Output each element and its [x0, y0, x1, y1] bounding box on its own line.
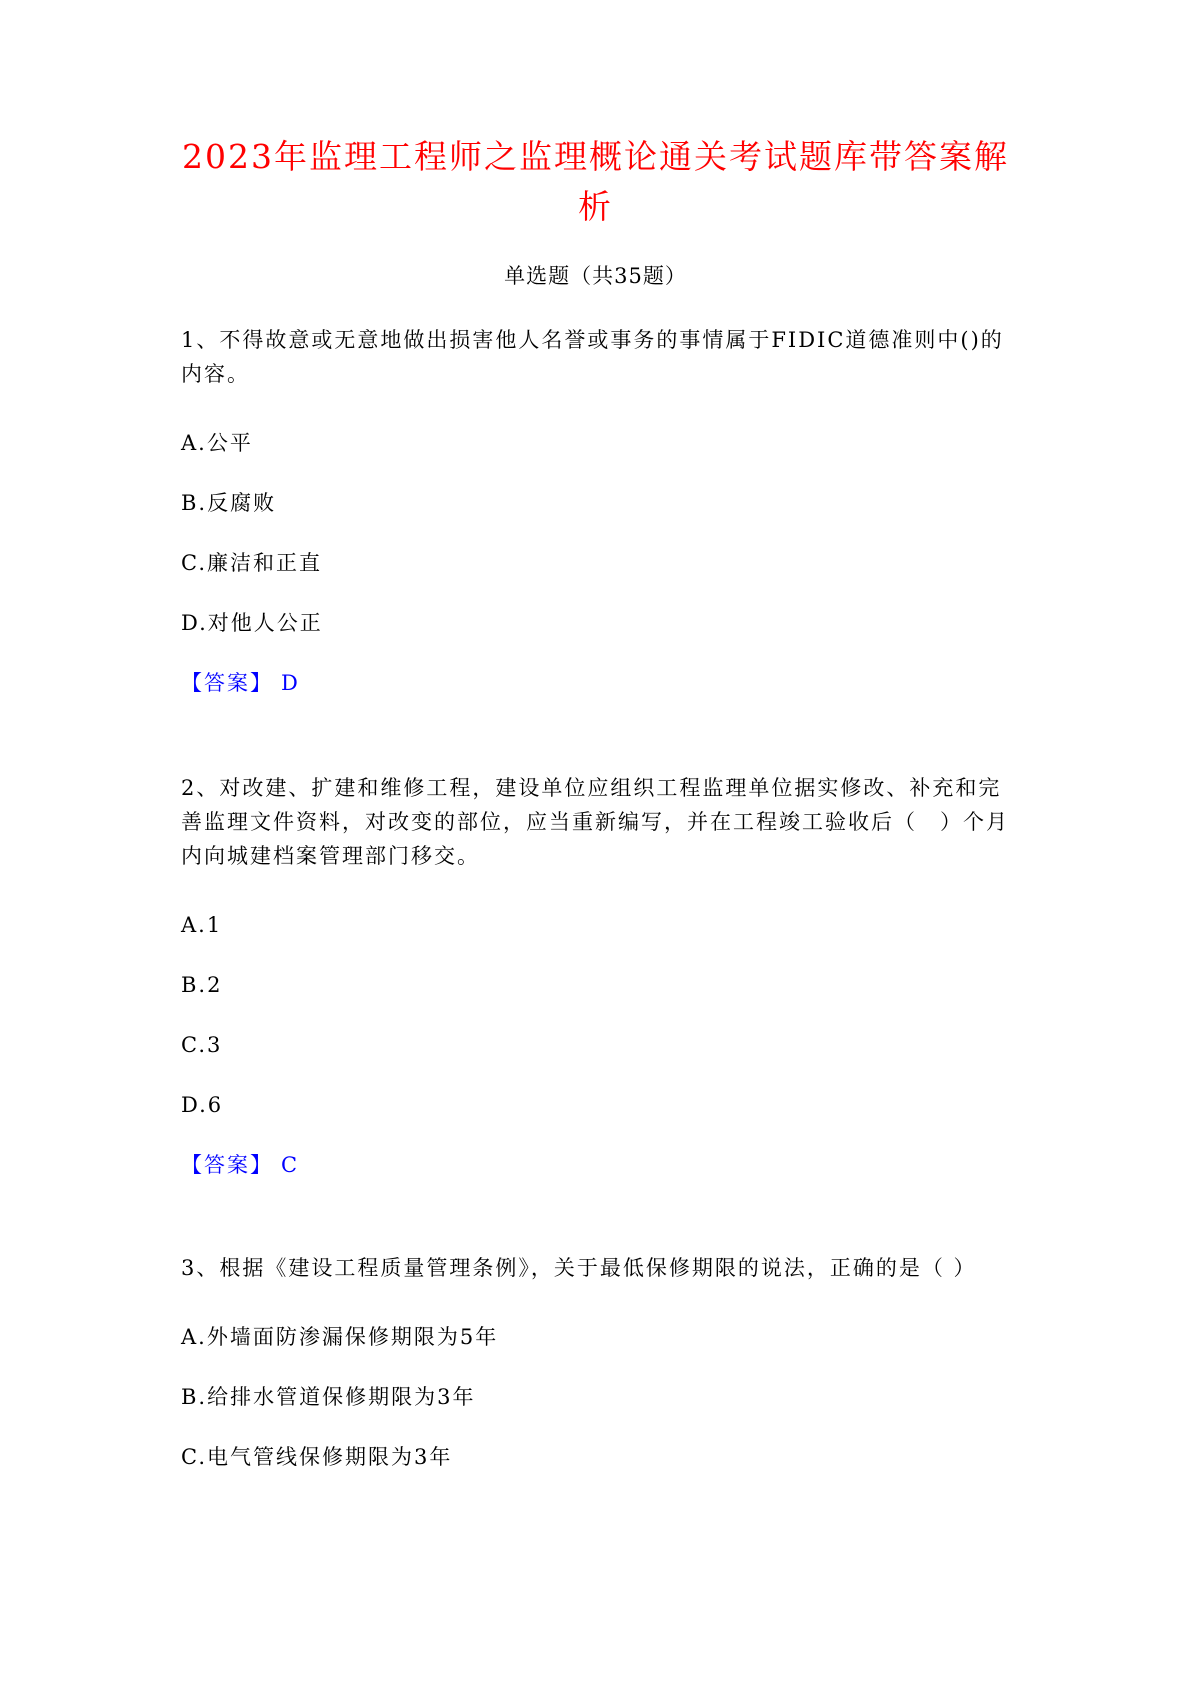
question-1 — [181, 323, 1021, 697]
option-a: A.公平 — [181, 431, 253, 455]
question-stem: 3、根据《建设工程质量管理条例》，关于最低保修期限的说法，正确的是（ ） — [181, 1256, 977, 1280]
option-b: B.给排水管道保修期限为3年 — [181, 1385, 476, 1409]
option-a: A.1 — [181, 913, 223, 937]
answer-line — [181, 1151, 1021, 1179]
option-a: A.外墙面防渗漏保修期限为5年 — [181, 1325, 499, 1349]
question-stem: 2、对改建、扩建和维修工程，建设单位应组织工程监理单位据实修改、补充和完善监理文件资料，对改变的部位，应当重新编写，并在工程竣工验收后（ ）个月内向城建档案管理部门移交。 — [181, 776, 1009, 868]
option-list — [181, 911, 1021, 1119]
option-d: D.6 — [181, 1093, 224, 1117]
answer-value: D — [281, 671, 300, 695]
question-2 — [181, 771, 1021, 1179]
answer-line — [181, 669, 1021, 697]
option-b: B.反腐败 — [181, 491, 277, 515]
option-c: C.电气管线保修期限为3年 — [181, 1445, 453, 1469]
option-d: D.对他人公正 — [181, 611, 323, 635]
option-c: C.廉洁和正直 — [181, 551, 322, 575]
answer-label: 【答案】 — [181, 1153, 273, 1177]
option-b: B.2 — [181, 973, 223, 997]
option-list — [181, 1323, 1021, 1471]
document-title: 2023年监理工程师之监理概论通关考试题库带答案解析 — [182, 137, 1009, 226]
question-3 — [181, 1251, 1021, 1471]
answer-label: 【答案】 — [181, 671, 273, 695]
question-stem: 1、不得故意或无意地做出损害他人名誉或事务的事情属于FIDIC道德准则中()的内容。 — [181, 328, 1004, 386]
answer-value: C — [281, 1153, 300, 1177]
option-c: C.3 — [181, 1033, 223, 1057]
section-heading: 单选题（共35题） — [504, 264, 687, 288]
option-list — [181, 429, 1021, 637]
